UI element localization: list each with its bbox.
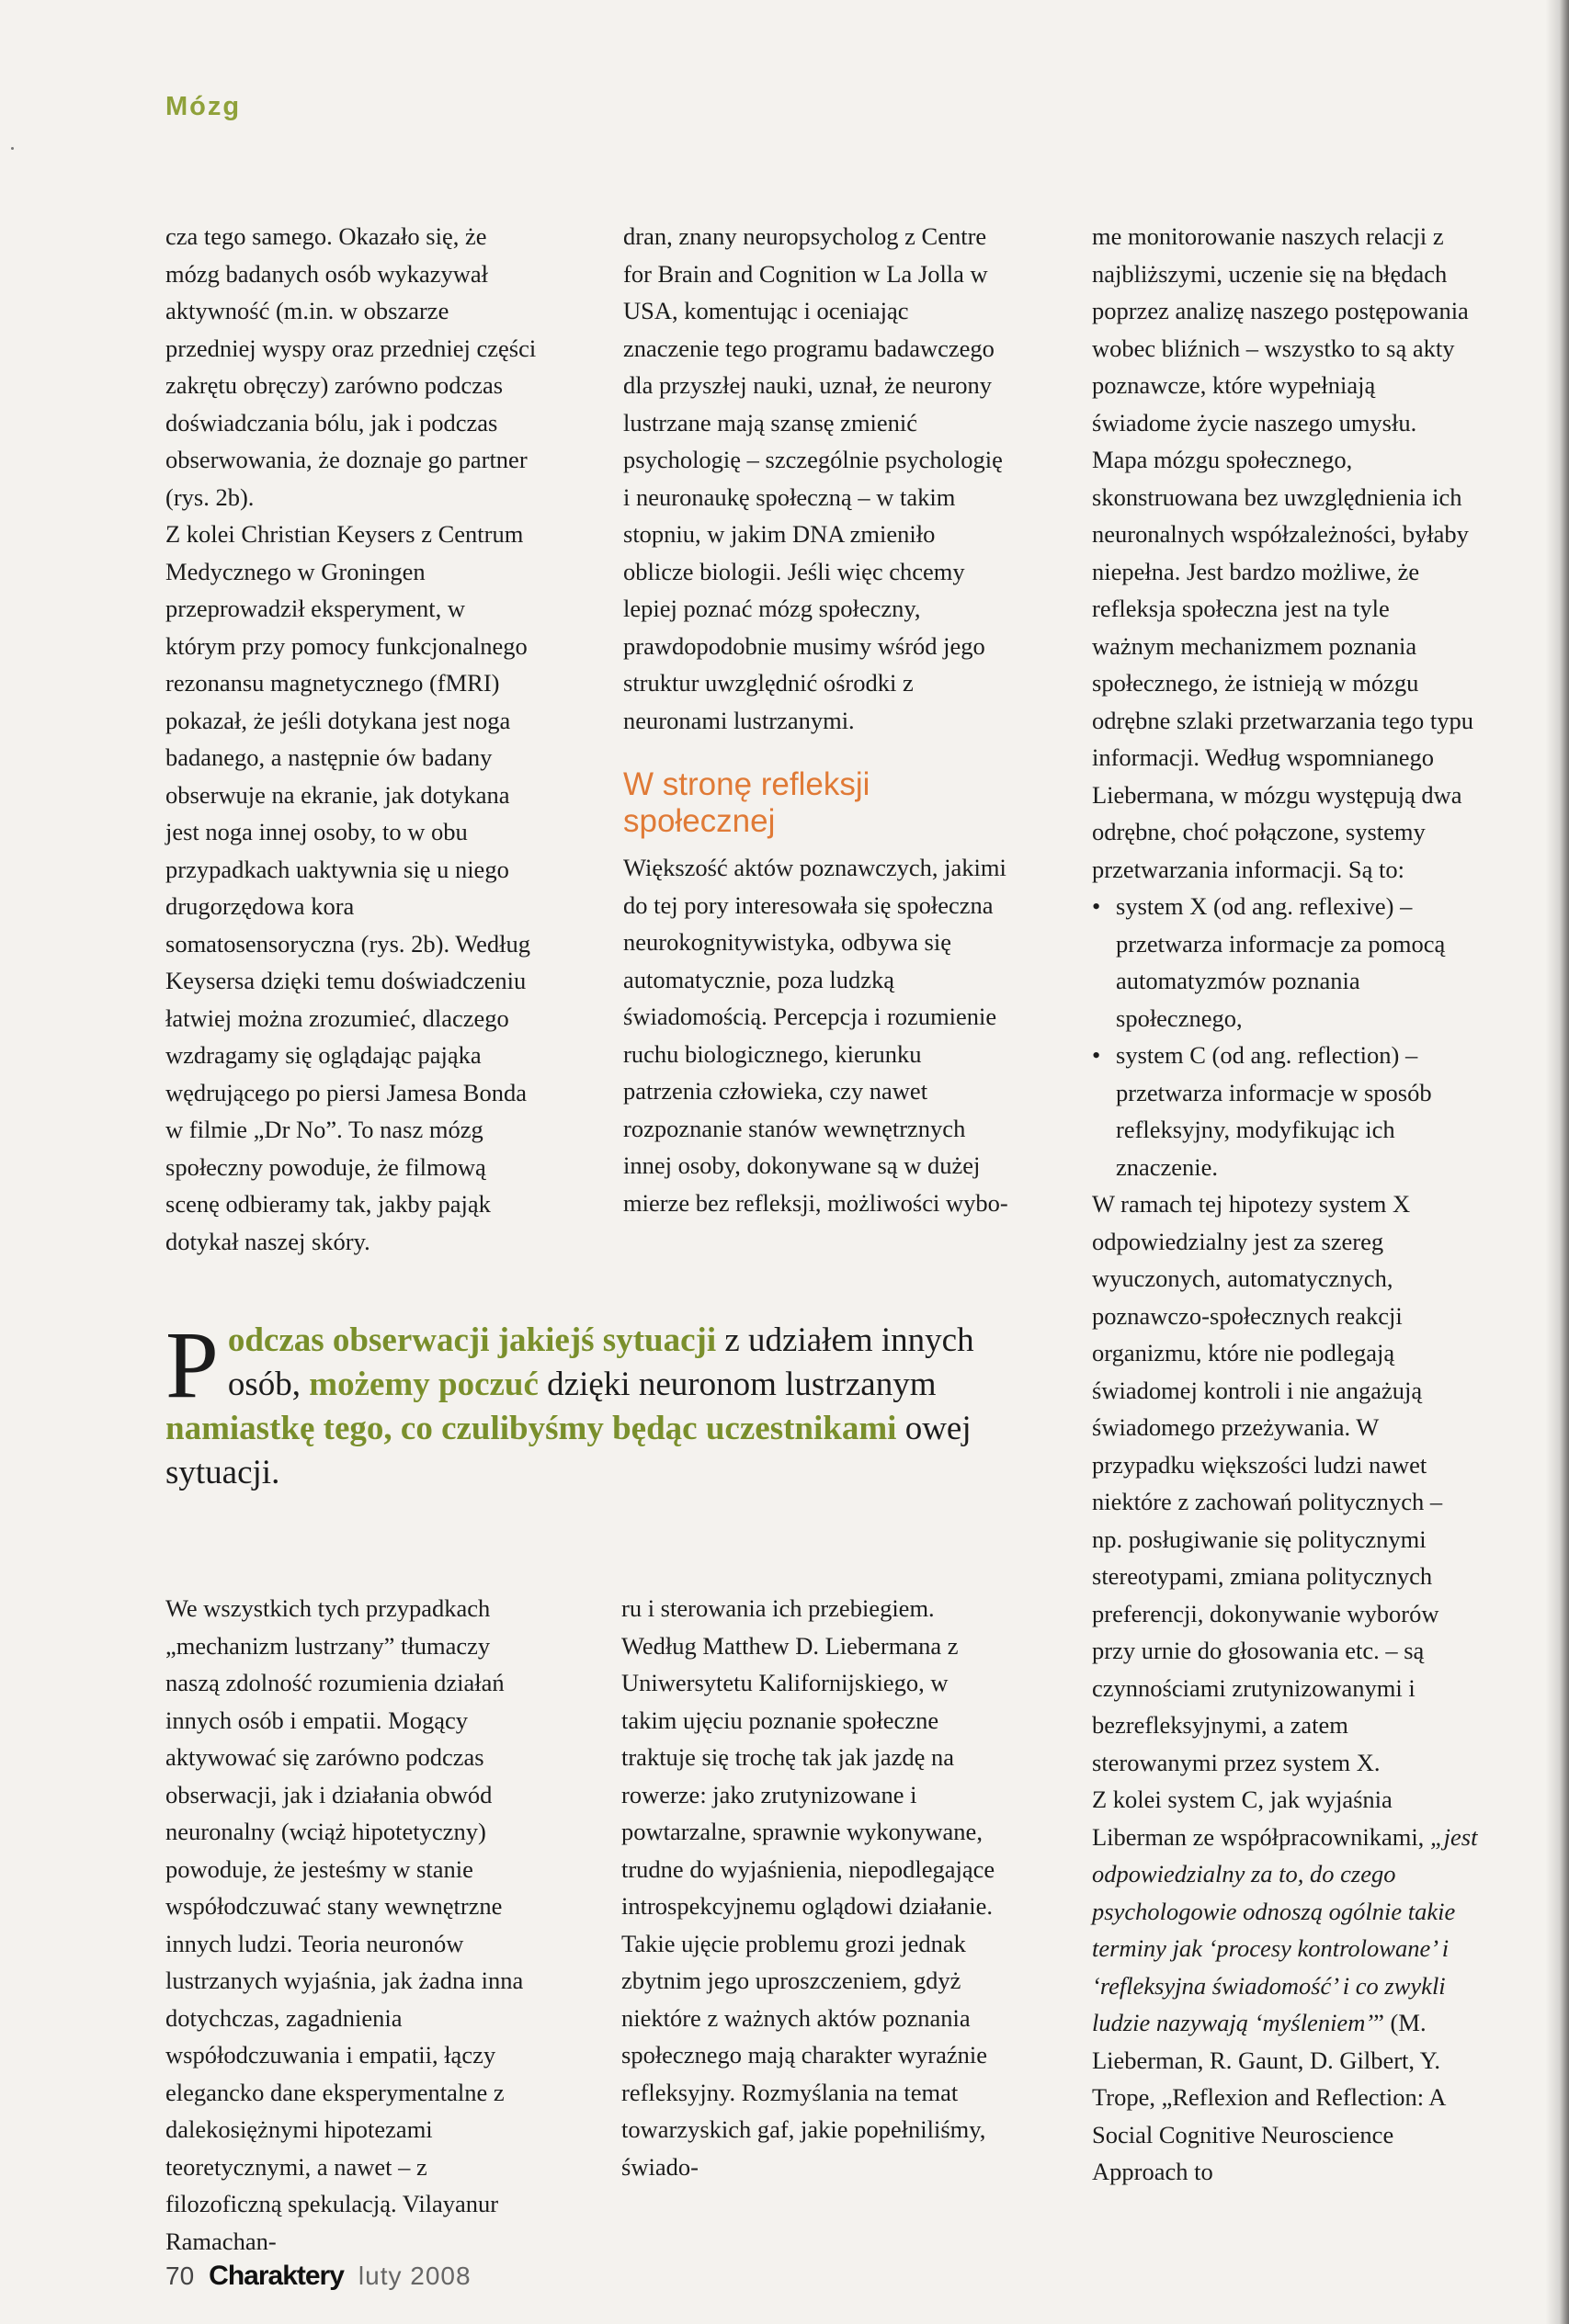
- column-5: [621, 1590, 1007, 2185]
- paragraph: Z kolei Christian Keysers z Centrum Medycznego w Groningen przeprowadził eksperyment, w którym przy pomocy funkcjonalnego rezonansu magnetycznego (fMRI) pokazał, że jeśli dotykana jest noga badanego, a następnie ów badany obserwuje na ekranie, jak dotykana jest noga innej osoby, to w obu przypadkach uaktywnia się u niego drugorzędowa kora somatosensoryczna (rys. 2b). Według Keysersa dzięki temu doświadczeniu łatwiej można zrozumieć, dlaczego wzdragamy się oglądając pająka wędrującego po piersi Jamesa Bonda w filmie „Dr No”. To nasz mózg społeczny powoduje, że filmową scenę odbieramy tak, jakby pająk dotykał naszej skóry.: [165, 520, 530, 1255]
- scan-speck: [11, 147, 14, 150]
- pull-text: owej sytuacji.: [165, 1410, 972, 1491]
- highlight-text: namiastkę tego, co czulibyśmy będąc uczestnikami: [165, 1410, 897, 1447]
- highlight-text: odczas obserwacji jakiejś sytuacji: [227, 1321, 717, 1359]
- page-edge-shadow: [1545, 0, 1569, 2324]
- paragraph: [1092, 1781, 1478, 2191]
- pull-text: z udziałem innych osób,: [227, 1321, 974, 1403]
- page-number: 70: [165, 2262, 195, 2290]
- magazine-logo: Charaktery: [209, 2261, 344, 2291]
- drop-cap: P: [165, 1312, 219, 1418]
- highlight-text: możemy poczuć: [309, 1366, 539, 1403]
- text-run: ” (M. Lieberman, R. Gaunt, D. Gilbert, Y. Trope, „Reflexion and Reflection: A Social Cognitive Neuroscience Approach to: [1092, 2009, 1445, 2185]
- paragraph: W ramach tej hipotezy system X odpowiedzialny jest za szereg wyuczonych, automatycznych, poznawczo-społecznych reakcji organizmu, które nie podlegają świadomej kontroli i nie angażują świadomego przeżywania. W przypadku większości ludzi nawet niektóre z zachowań politycznych – np. posługiwanie się politycznymi stereotypami, zmiana politycznych preferencji, dokonywanie wyborów przy urnie do głosowania etc. – są czynnościami zrutynizowanymi i bezrefleksyjnymi, a zatem sterowanymi przez system X.: [1092, 1190, 1443, 1776]
- quote-run: „jest odpowiedzialny za to, do czego psychologowie odnoszą ogólnie takie terminy jak ‘procesy kontrolowane’ i ‘refleksyjna świadomość’ i co zwykli ludzie nazywają ‘myśleniem’: [1092, 1822, 1478, 2036]
- column-2: [623, 218, 1009, 1221]
- paragraph: Większość aktów poznawczych, jakimi do tej pory interesowała się społeczna neurokognitywistyka, odbywa się automatycznie, poza ludzką świadomością. Percepcja i rozumienie ruchu biologicznego, kierunku patrzenia człowieka, czy nawet rozpoznanie stanów wewnętrznych innej osoby, dokonywane są w dużej mierze bez refleksji, możliwości wybo-: [623, 854, 1008, 1217]
- paragraph: cza tego samego. Okazało się, że mózg badanych osób wykazywał aktywność (m.in. w obszarze przedniej wyspy oraz przedniej części zakrętu obręczy) zarówno podczas doświadczania bólu, jak i podczas obserwowania, że doznaje go partner (rys. 2b).: [165, 222, 537, 511]
- pull-quote: [165, 1312, 1048, 1495]
- page-footer: [165, 2261, 472, 2292]
- bullet-list: [1092, 888, 1478, 1185]
- paragraph: Takie ujęcie problemu grozi jednak zbytnim jego uproszczeniem, gdyż niektóre z ważnych aktów poznania społecznego mają charakter wyraźnie refleksyjny. Rozmyślania na temat towarzyskich gaf, jakie popełniliśmy, świado-: [621, 1929, 988, 2181]
- column-1: [165, 218, 540, 1260]
- pull-text: dzięki neuronom lustrzanym: [538, 1366, 937, 1403]
- column-3: [1092, 218, 1478, 2191]
- bullet-item: • system X (od ang. reflexive) – przetwarza informacje za pomocą automatyzmów poznania społecznego,: [1092, 888, 1478, 1037]
- paragraph: me monitorowanie naszych relacji z najbliższymi, uczenie się na błędach poprzez analizę naszego postępowania wobec bliźnich – wszystko to są akty poznawcze, które wypełniają świadome życie naszego umysłu. Mapa mózgu społecznego, skonstruowana bez uwzględnienia ich neuronalnych współzależności, byłaby niepełna. Jest bardzo możliwe, że refleksja społeczna jest na tyle ważnym mechanizmem poznania społecznego, że istnieją w mózgu odrębne szlaki przetwarzania tego typu informacji. Według wspomnianego Liebermana, w mózgu występują dwa odrębne, choć połączone, systemy przetwarzania informacji. Są to:: [1092, 222, 1473, 883]
- subheading: W stronę refleksji społecznej: [623, 766, 870, 839]
- section-label: Mózg: [165, 92, 242, 121]
- text-run: Z kolei system C, jak wyjaśnia Liberman ze współpracownikami,: [1092, 1786, 1430, 1851]
- issue-date: luty 2008: [358, 2262, 472, 2290]
- paragraph: ru i sterowania ich przebiegiem. Według Matthew D. Liebermana z Uniwersytetu Kalifornijskiego, w takim ujęciu poznanie społeczne traktuje się trochę tak jak jazdę na rowerze: jako zrutynizowane i powtarzalne, sprawnie wykonywane, trudne do wyjaśnienia, niepodlegające introspekcyjnemu oglądowi działanie.: [621, 1594, 995, 1920]
- column-4: [165, 1590, 542, 2260]
- paragraph: dran, znany neuropsycholog z Centre for Brain and Cognition w La Jolla w USA, komentując i oceniając znaczenie tego programu badawczego dla przyszłej nauki, uznał, że neurony lustrzane mają szansę zmienić psychologię – szczególnie psychologię i neuronaukę społeczną – w takim stopniu, w jakim DNA zmieniło oblicze biologii. Jeśli więc chcemy lepiej poznać mózg społeczny, prawdopodobnie musimy wśród jego struktur uwzględnić ośrodki z neuronami lustrzanymi.: [623, 222, 1003, 734]
- bullet-item: • system C (od ang. reflection) – przetwarza informacje w sposób refleksyjny, modyfikując ich znaczenie.: [1092, 1037, 1478, 1185]
- paragraph: We wszystkich tych przypadkach „mechanizm lustrzany” tłumaczy naszą zdolność rozumienia działań innych osób i empatii. Mogący aktywować się zarówno podczas obserwacji, jak i działania obwód neuronalny (wciąż hipotetyczny) powoduje, że jesteśmy w stanie współodczuwać stany wewnętrzne innych ludzi. Teoria neuronów lustrzanych wyjaśnia, jak żadna inna dotychczas, zagadnienia współodczuwania i empatii, łączy elegancko dane eksperymentalne z dalekosiężnymi hipotezami teoretycznymi, a nawet – z filozoficzną spekulacją. Vilayanur Ramachan-: [165, 1594, 524, 2255]
